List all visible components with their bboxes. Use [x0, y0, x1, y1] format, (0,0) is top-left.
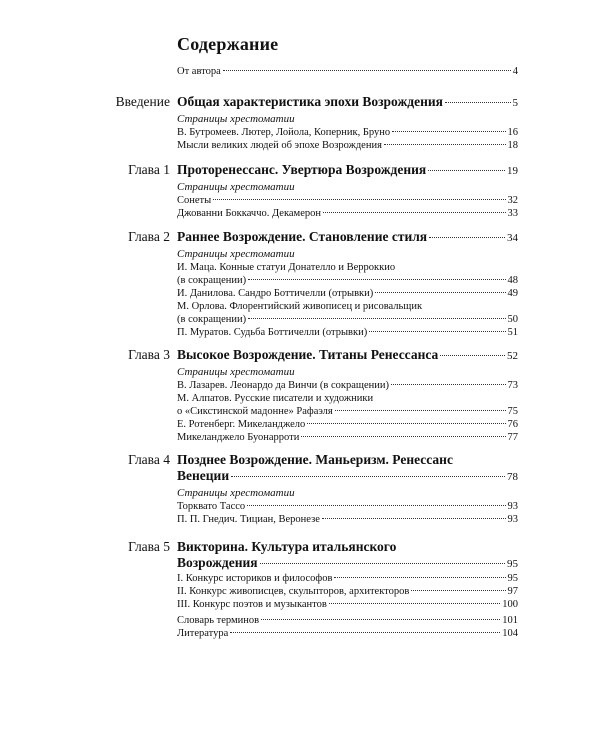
toc-item[interactable] [177, 287, 518, 300]
dot-leader [231, 476, 505, 477]
toc-page-number: 93 [507, 514, 518, 525]
toc-page-number: 50 [507, 314, 518, 325]
toc-page-number: 101 [502, 615, 518, 626]
toc-item[interactable] [177, 431, 518, 444]
toc-subheading: Страницы хрестоматии [177, 366, 295, 378]
toc-page-number: 16 [507, 127, 518, 138]
dot-leader [445, 102, 511, 103]
toc-item-text: Сонеты [177, 195, 212, 206]
toc-heading-text: Высокое Возрождение. Титаны Ренессанса [177, 347, 439, 362]
toc-item-text: П. Муратов. Судьба Боттичелли (отрывки) [177, 327, 368, 338]
dot-leader [411, 590, 505, 591]
chapter-label: Глава 4 [128, 452, 170, 467]
toc-page-number: 19 [507, 165, 518, 177]
toc-item-text: Микеланджело Буонарроти [177, 432, 300, 443]
toc-page-number: 4 [512, 66, 518, 77]
toc-item-text: III. Конкурс поэтов и музыкантов [177, 599, 327, 610]
toc-heading-text: Общая характеристика эпохи Возрождения [177, 94, 443, 109]
toc-heading-text: Возрождения [177, 555, 258, 570]
toc-chapter-heading[interactable] [177, 229, 518, 246]
toc-item-text: (в сокращении) [177, 275, 247, 286]
toc-item[interactable] [177, 585, 518, 598]
toc-item[interactable] [177, 598, 518, 611]
toc-item-text: В. Лазарев. Леонардо да Винчи (в сокращении) [177, 380, 390, 391]
toc-page-number: 93 [507, 501, 518, 512]
toc-page-number: 34 [507, 232, 518, 244]
toc-item-text: В. Бутромеев. Лютер, Лойола, Коперник, Бруно [177, 127, 391, 138]
toc-page-number: 18 [507, 140, 518, 151]
dot-leader [329, 603, 500, 604]
toc-page-number: 51 [507, 327, 518, 338]
toc-item-text: (в сокращении) [177, 314, 247, 325]
toc-item-text: I. Конкурс историков и философов [177, 573, 333, 584]
toc-page-number: 77 [507, 432, 518, 443]
toc-page-number: 104 [502, 628, 518, 639]
dot-leader [213, 199, 505, 200]
toc-item-first-line: М. Алпатов. Русские писатели и художники [177, 393, 374, 404]
toc-heading-text: Венеции [177, 468, 230, 483]
toc-chapter-heading[interactable] [177, 468, 518, 485]
dot-leader [261, 619, 500, 620]
toc-item-text: о «Сикстинской мадонне» Рафаэля [177, 406, 333, 417]
chapter-label: Глава 3 [128, 347, 170, 362]
dot-leader [248, 318, 505, 319]
dot-leader [260, 563, 505, 564]
dot-leader [384, 144, 506, 145]
toc-item[interactable] [177, 627, 518, 640]
toc-page-number: 49 [507, 288, 518, 299]
toc-item-text: Мысли великих людей об эпохе Возрождения [177, 140, 382, 151]
dot-leader [392, 131, 505, 132]
toc-item[interactable] [177, 500, 518, 513]
toc-page-number: 52 [507, 350, 518, 362]
chapter-label: Глава 2 [128, 229, 170, 244]
toc-subheading: Страницы хрестоматии [177, 248, 295, 260]
toc-item[interactable] [177, 326, 518, 339]
toc-item[interactable] [177, 513, 518, 526]
toc-subheading: Страницы хрестоматии [177, 181, 295, 193]
toc-item[interactable] [177, 379, 518, 392]
chapter-label: Введение [115, 94, 170, 109]
toc-subheading: Страницы хрестоматии [177, 487, 295, 499]
dot-leader [428, 170, 505, 171]
toc-end-matter [177, 614, 518, 640]
toc-page-number: 73 [507, 380, 518, 391]
dot-leader [307, 423, 505, 424]
toc-page-number: 100 [502, 599, 518, 610]
toc-heading-text: Проторенессанс. Увертюра Возрождения [177, 162, 427, 177]
dot-leader [247, 505, 505, 506]
toc-item-first-line: И. Маца. Конные статуи Донателло и Верроккио [177, 262, 396, 273]
toc-item[interactable] [177, 572, 518, 585]
chapter-label: Глава 5 [128, 539, 170, 554]
toc-chapter-heading[interactable] [177, 94, 518, 111]
dot-leader [391, 384, 505, 385]
dot-leader [369, 331, 505, 332]
toc-heading-first-line: Позднее Возрождение. Маньеризм. Ренессанс [177, 452, 453, 467]
chapter-label: Глава 1 [128, 162, 170, 177]
dot-leader [223, 70, 511, 71]
toc-page-number: 76 [507, 419, 518, 430]
toc-item[interactable] [177, 126, 518, 139]
toc-page-number: 5 [512, 97, 518, 109]
toc-item[interactable] [177, 194, 518, 207]
dot-leader [375, 292, 505, 293]
dot-leader [429, 237, 505, 238]
dot-leader [322, 518, 506, 519]
toc-page-number: 75 [507, 406, 518, 417]
toc-heading-first-line: Викторина. Культура итальянского [177, 539, 397, 554]
toc-item-text: II. Конкурс живописцев, скульпторов, архитекторов [177, 586, 410, 597]
toc-page-number: 32 [507, 195, 518, 206]
toc-heading-text: Раннее Возрождение. Становление стиля [177, 229, 428, 244]
toc-subheading: Страницы хрестоматии [177, 113, 295, 125]
dot-leader [440, 355, 505, 356]
toc-page-number: 33 [507, 208, 518, 219]
toc-item[interactable] [177, 405, 518, 418]
toc-item[interactable] [177, 313, 518, 326]
toc-item-text: П. П. Гнедич. Тициан, Веронезе [177, 514, 320, 525]
toc-chapter-heading[interactable] [177, 162, 518, 179]
toc-page-number: 78 [507, 471, 518, 483]
dot-leader [335, 410, 506, 411]
toc-page-number: 48 [507, 275, 518, 286]
toc-chapter-heading[interactable] [177, 347, 518, 364]
toc-item-text: И. Данилова. Сандро Боттичелли (отрывки) [177, 288, 374, 299]
toc-item-text: Джованни Боккаччо. Декамерон [177, 208, 321, 219]
dot-leader [230, 632, 500, 633]
intro-entry[interactable] [177, 65, 518, 78]
toc-page-number: 95 [507, 558, 518, 570]
toc-chapter-heading[interactable] [177, 555, 518, 572]
toc-item[interactable] [177, 418, 518, 431]
toc-item-text: Словарь терминов [177, 615, 260, 626]
toc-entry-text: От автора [177, 66, 221, 77]
dot-leader [334, 577, 505, 578]
toc-item-text: Е. Ротенберг. Микеланджело [177, 419, 306, 430]
toc-item-text: Торквато Тассо [177, 501, 246, 512]
toc-item[interactable] [177, 207, 518, 220]
toc-item[interactable] [177, 139, 518, 152]
toc-page-number: 97 [507, 586, 518, 597]
dot-leader [323, 212, 506, 213]
toc-item-text: Литература [177, 628, 229, 639]
dot-leader [301, 436, 505, 437]
toc-item[interactable] [177, 274, 518, 287]
page-title: Содержание [177, 34, 279, 54]
dot-leader [248, 279, 505, 280]
toc-item[interactable] [177, 614, 518, 627]
toc-page-number: 95 [507, 573, 518, 584]
toc-item-first-line: М. Орлова. Флорентийский живописец и рисовальщик [177, 301, 423, 312]
